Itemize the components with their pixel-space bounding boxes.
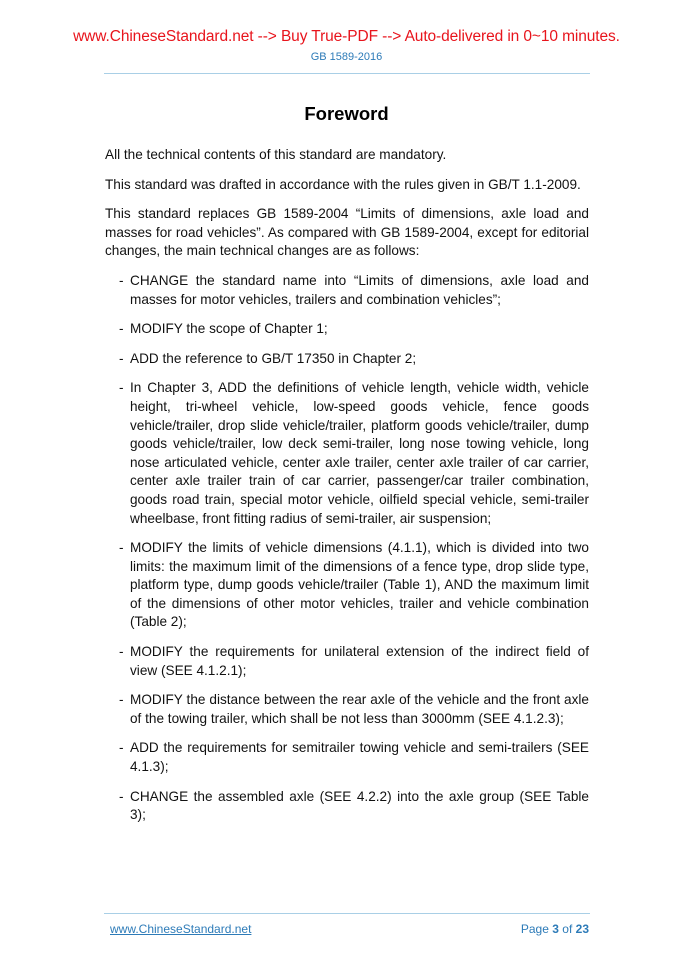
list-item [119,320,589,339]
document-body [105,146,589,836]
list-dash: - [119,321,124,337]
list-dash: - [119,350,124,366]
header-divider [104,73,590,74]
list-dash: - [119,380,124,396]
list-item-text: MODIFY the requirements for unilateral extension of the indirect field of view (SEE 4.1.2.1); [130,644,589,678]
paragraph-replaces: This standard replaces GB 1589-2004 “Limits of dimensions, axle load and masses for road vehicles”. As compared with GB 1589-2004, except for editorial changes, the main technical changes are as follows: [105,206,589,259]
footer-divider [104,913,590,914]
page-number [521,922,589,936]
list-item [119,691,589,728]
list-item-text: MODIFY the limits of vehicle dimensions (4.1.1), which is divided into two limits: the maximum limit of the dimensions of a fence type, drop slide type, platform type, dump goods vehicle/trailer (Table 1), AND the maximum limit of the dimensions of other motor vehicles, trailer and vehicle combination (Table 2); [130,540,589,630]
list-item-text: ADD the reference to GB/T 17350 in Chapter 2; [130,350,417,366]
list-item [119,350,589,369]
page-of-label: of [562,922,573,936]
list-dash: - [119,540,124,556]
list-item [119,739,589,776]
list-item [119,788,589,825]
list-dash: - [119,740,124,756]
list-item [119,539,589,632]
list-item-text: MODIFY the scope of Chapter 1; [130,321,328,337]
list-dash: - [119,788,124,804]
paragraph-drafting-rules: This standard was drafted in accordance with the rules given in GB/T 1.1-2009. [105,176,581,192]
paragraph-mandatory: All the technical contents of this standard are mandatory. [105,147,447,162]
list-item-text: MODIFY the distance between the rear axle of the vehicle and the front axle of the towing trailer, which shall be not less than 3000mm (SEE 4.1.2.3); [130,692,589,726]
current-page: 3 [552,922,559,936]
list-dash: - [119,644,124,660]
total-pages: 23 [575,922,589,936]
list-item-text: CHANGE the assembled axle (SEE 4.2.2) into the axle group (SEE Table 3); [130,788,589,823]
list-item-text: ADD the requirements for semitrailer towing vehicle and semi-trailers (SEE 4.1.3); [130,740,589,775]
list-item [119,643,589,680]
list-item-text: In Chapter 3, ADD the definitions of vehicle length, vehicle width, vehicle height, tri-wheel vehicle, low-speed goods vehicle, fence goods vehicle/trailer, drop slide vehicle/trailer, platform goods vehicle/trailer, dump goods vehicle/trailer, low deck semi-trailer, long nose towing vehicle, long nose articulated vehicle, center axle trailer, center axle trailer of car carrier, center axle trailer train of car carrier, passenger/car trailer combination, goods road train, special motor vehicle, oilfield special vehicle, semi-trailer wheelbase, front fitting radius of semi-trailer, air suspension; [130,380,589,526]
page-label: Page [520,922,549,936]
page-title: Foreword [304,103,389,124]
document-id: GB 1589-2016 [310,51,383,63]
list-item-text: CHANGE the standard name into “Limits of dimensions, axle load and masses for motor vehicles, trailers and combination vehicles”; [130,272,589,307]
promo-banner: www.ChineseStandard.net --> Buy True-PDF --> Auto-delivered in 0~10 minutes. [73,28,620,45]
list-dash: - [119,272,124,288]
list-item [119,379,589,528]
changes-list [105,272,589,825]
list-item [119,272,589,309]
website-link[interactable]: www.ChineseStandard.net [110,922,252,936]
list-dash: - [119,692,124,708]
